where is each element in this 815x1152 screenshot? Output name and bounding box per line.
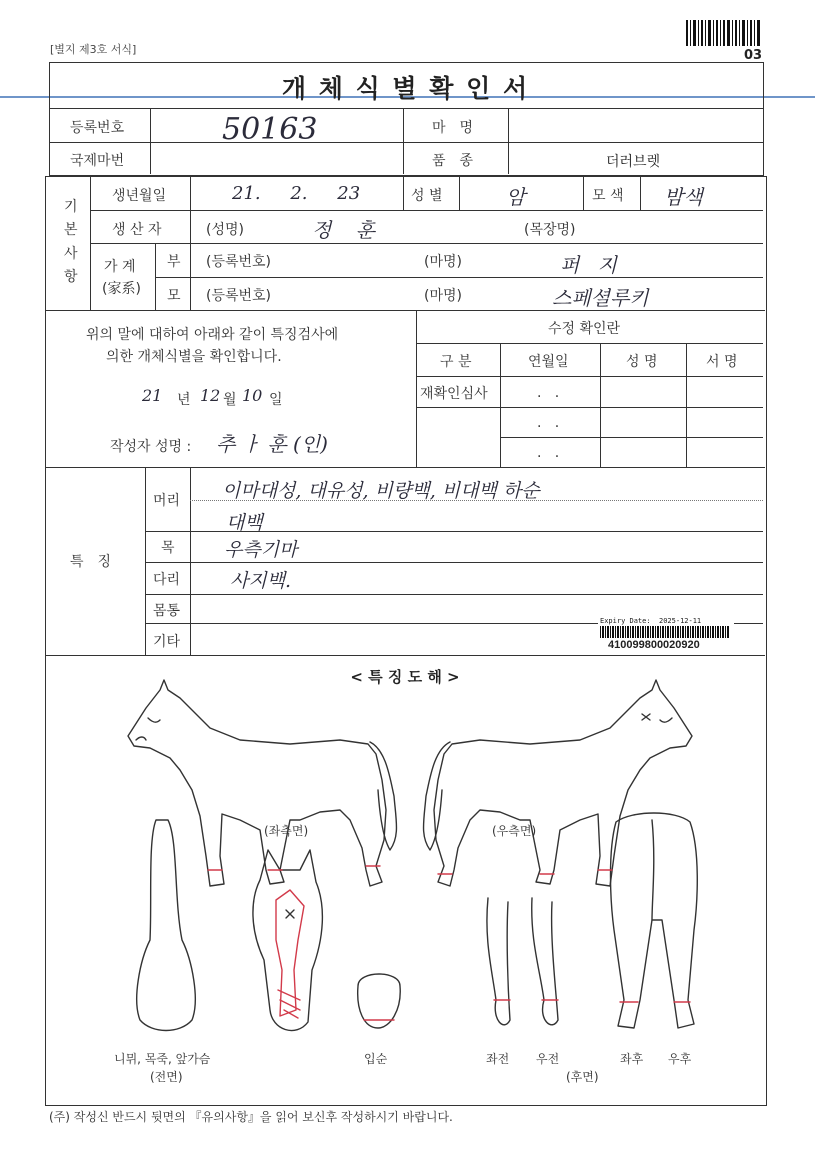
head-label: 머리 [153, 493, 181, 509]
pedigree-label: 가 계 [104, 259, 136, 275]
breeder-label: 생 산 자 [112, 222, 162, 238]
caption-left-fore: 좌전 [486, 1052, 510, 1066]
confirm-month-label: 월 [223, 392, 237, 408]
caption-front-1: 니뮈, 목죽, 앞가슴 [114, 1052, 211, 1066]
sire-name-value: 퍼 지 [560, 253, 617, 277]
revision-col-date: 연월일 [528, 354, 569, 370]
neck-label: 목 [161, 540, 175, 556]
neck-value: 우측기마 [224, 539, 298, 561]
barcode-sticker [598, 617, 734, 653]
confirm-day-label: 일 [269, 392, 283, 408]
horse-left-side [128, 680, 397, 886]
horse-name-label: 마 명 [432, 120, 474, 136]
features-section-label: 특 징 [70, 554, 112, 570]
revision-date-2: . . [537, 415, 560, 431]
horse-right-side [424, 680, 693, 886]
sire-reg-label: (등록번호) [206, 254, 272, 270]
leg-value: 사지백. [230, 570, 292, 592]
page-number: 03 [744, 48, 763, 63]
coat-label: 모 색 [592, 188, 624, 204]
farm-label: (목장명) [524, 222, 576, 238]
leg-label: 다리 [153, 572, 181, 588]
horse-forelegs [487, 898, 558, 1025]
revision-date-3: . . [537, 445, 560, 461]
sticker-expiry: Expiry Date: 2025-12-11 [600, 617, 702, 625]
confirm-day-value: 10 [242, 386, 263, 405]
dam-reg-label: (등록번호) [206, 288, 272, 304]
basic-section-label-4: 항 [64, 269, 78, 285]
reg-no-label: 등록번호 [70, 120, 125, 136]
dam-label: 모 [167, 288, 181, 304]
confirm-statement-2: 의한 개체식별을 확인합니다. [106, 349, 282, 365]
horse-rear [611, 813, 698, 1028]
horse-lips [358, 974, 401, 1028]
revision-col-sign: 서 명 [706, 354, 738, 370]
caption-left-hind: 좌후 [620, 1052, 644, 1066]
confirm-statement-1: 위의 말에 대하여 아래와 같이 특징검사에 [86, 327, 339, 343]
basic-section-label-1: 기 [64, 199, 78, 215]
sex-value: 암 [506, 185, 526, 209]
confirm-month-value: 12 [200, 386, 221, 405]
caption-front-2: (전면) [150, 1070, 183, 1084]
sticker-code: 410099800020920 [608, 639, 700, 651]
footer-note: (주) 작성신 반드시 뒷면의 『유의사항』을 읽어 보신후 작성하시기 바랍니다. [49, 1110, 453, 1124]
caption-right-fore: 우전 [536, 1052, 560, 1066]
confirm-year-value: 21 [142, 386, 163, 405]
confirm-year-label: 년 [177, 392, 191, 408]
intl-no-label: 국제마번 [70, 153, 125, 169]
form-tag: [별지 제3호 서식] [50, 43, 137, 56]
horse-head-front [253, 850, 322, 1031]
breeder-name-label: (성명) [206, 222, 244, 238]
dam-name-value: 스페셜루키 [552, 286, 649, 310]
revision-title: 수정 확인란 [548, 321, 621, 337]
birth-label: 생년월일 [112, 188, 167, 204]
breed-label: 품 종 [432, 153, 474, 169]
birth-value: 21. 2. 23 [232, 183, 361, 204]
pedigree-label-hanja: (家系) [102, 281, 141, 297]
revision-date-1: . . [537, 385, 560, 401]
basic-section-label-3: 사 [64, 246, 78, 262]
horse-front-neck [137, 820, 196, 1031]
barcode-top [686, 20, 760, 46]
horse-diagram [100, 670, 720, 1060]
author-signature: 추 ㅏ 훈 (인) [216, 432, 328, 456]
diagram-title: < 특 징 도 해 > [350, 668, 460, 686]
caption-right-hind: 우후 [668, 1052, 692, 1066]
breed-value: 더러브렛 [606, 154, 661, 170]
revision-row-label: 재확인심사 [420, 386, 488, 402]
author-label: 작성자 성명 : [110, 439, 192, 455]
caption-right-side: (우측면) [492, 824, 537, 838]
revision-col-type: 구 분 [440, 354, 472, 370]
revision-col-name: 성 명 [626, 354, 658, 370]
document-title: 개 체 식 별 확 인 서 [281, 74, 530, 103]
coat-value: 밤색 [664, 185, 703, 209]
caption-left-side: (좌측면) [264, 824, 309, 838]
caption-rear: (후면) [566, 1070, 599, 1084]
breeder-name-value: 정 훈 [312, 218, 375, 242]
sire-name-label: (마명) [424, 254, 462, 270]
basic-section-label-2: 본 [64, 222, 78, 238]
other-label: 기타 [153, 634, 181, 650]
sex-label: 성 별 [411, 188, 443, 204]
body-label: 몸통 [153, 603, 181, 619]
caption-lips: 입순 [364, 1052, 388, 1066]
sire-label: 부 [167, 254, 181, 270]
head-value-line-1: 이마대성, 대유성, 비량백, 비대백 하순 [222, 480, 540, 502]
head-value-line-2: 대백 [226, 512, 263, 534]
dam-name-label: (마명) [424, 288, 462, 304]
reg-no-value: 50163 [222, 112, 318, 147]
